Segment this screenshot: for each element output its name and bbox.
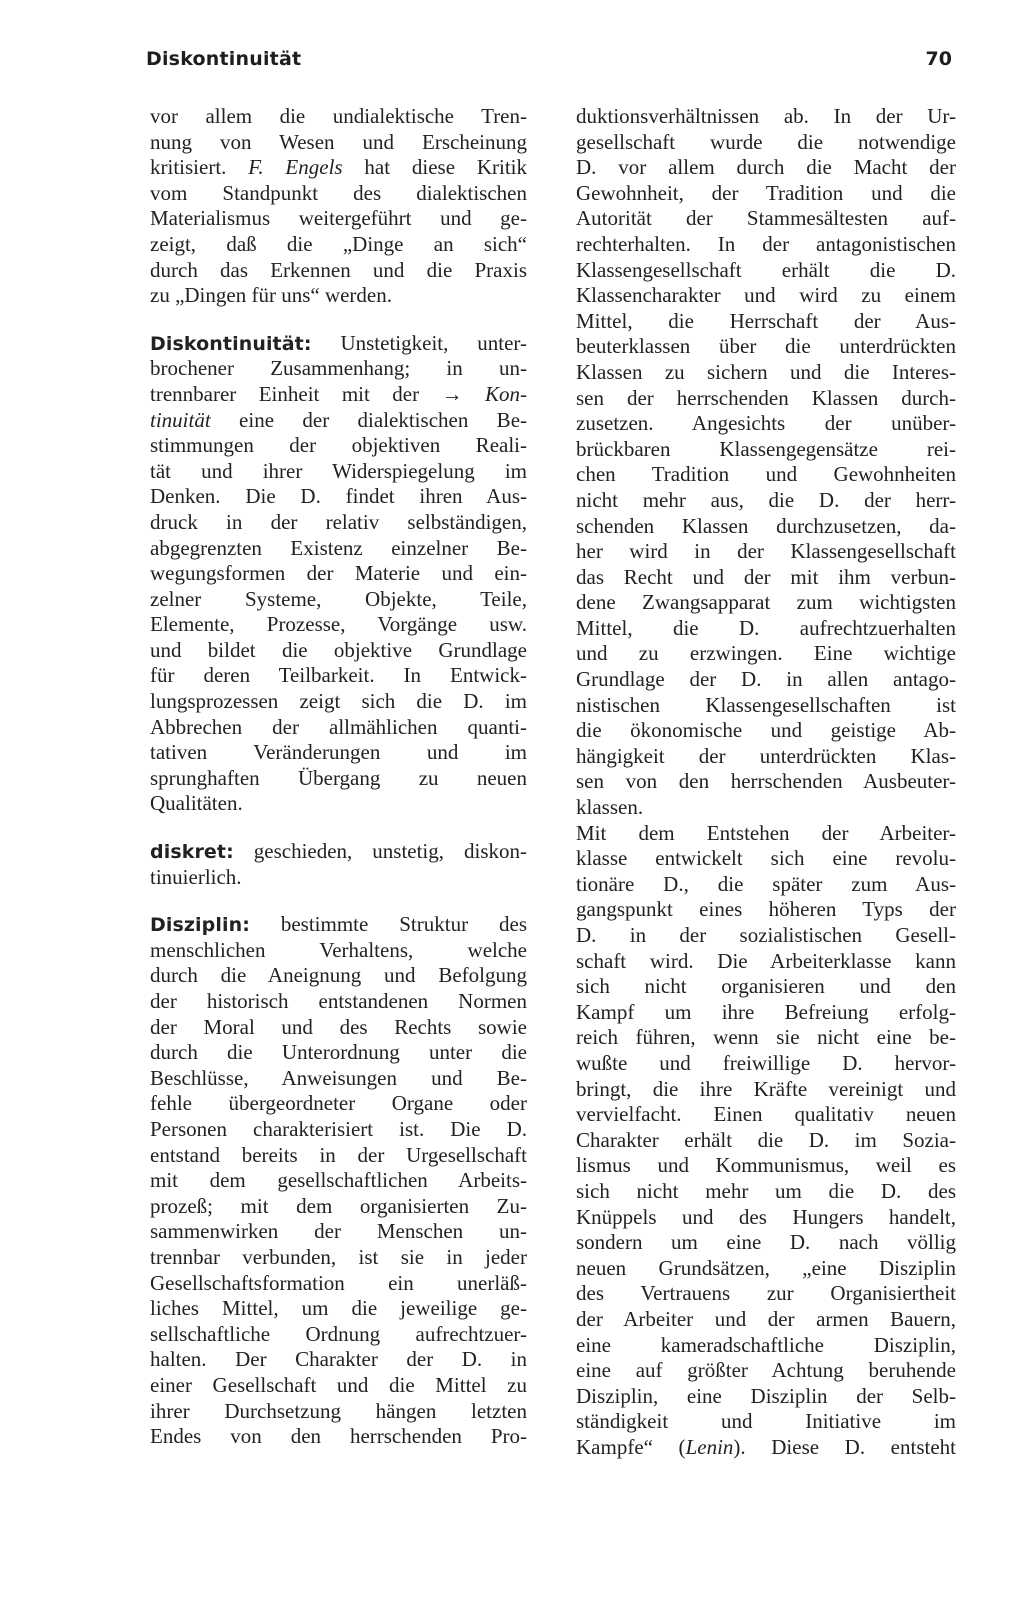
entry-headword: Disziplin: <box>150 914 250 937</box>
text-line: her wird in der Klassengesellschaft <box>576 539 956 564</box>
text-fragment: Kampfe“ ( <box>576 1434 686 1459</box>
text-line: sen von den herrschenden Ausbeuter- <box>576 769 956 794</box>
text-line: wegungsformen der Materie und ein- <box>150 561 527 586</box>
text-line: abgegrenzten Existenz einzelner Be- <box>150 535 527 560</box>
text-fragment: Unstetigkeit, unter- <box>311 330 527 355</box>
text-fragment: eine der dialektischen Be- <box>239 407 528 432</box>
text-line: entstand bereits in der Urgesellschaft <box>150 1142 527 1167</box>
text-line: bringt, die ihre Kräfte vereinigt und <box>576 1076 956 1101</box>
text-line: menschlichen Verhaltens, welche <box>150 937 527 962</box>
text-line: Klassen zu sichern und die Interes- <box>576 359 956 384</box>
text-line: vor allem die undialektische Tren- <box>150 104 527 128</box>
text-line: rechterhalten. In der antagonistischen <box>576 231 956 256</box>
text-line: liches Mittel, um die jeweilige ge- <box>150 1296 527 1321</box>
text-line: Denken. Die D. findet ihren Aus- <box>150 484 527 509</box>
text-line: fehle übergeordneter Organe oder <box>150 1091 527 1116</box>
cross-reference: Kon- <box>485 381 527 406</box>
text-line: zeigt, daß die „Dinge an sich“ <box>150 231 527 256</box>
text-line: D. vor allem durch die Macht der <box>576 155 956 180</box>
text-fragment: kritisiert. <box>150 155 249 180</box>
text-line <box>150 155 527 181</box>
page-number: 70 <box>925 48 952 70</box>
text-line: duktionsverhältnissen ab. In der Ur- <box>576 104 956 128</box>
text-line: druck in der relativ selbständigen, <box>150 509 527 534</box>
text-line: der Arbeiter und der armen Bauern, <box>576 1306 956 1331</box>
text-line <box>576 1435 956 1461</box>
text-line: neuen Grundsätzen, „eine Disziplin <box>576 1255 956 1280</box>
text-line: eine auf größter Achtung beruhende <box>576 1358 956 1383</box>
text-line: halten. Der Charakter der D. in <box>150 1347 527 1372</box>
text-line: Materialismus weitergeführt und ge- <box>150 206 527 231</box>
text-line: beuterklassen über die unterdrückten <box>576 334 956 359</box>
text-line <box>150 408 527 434</box>
text-line: und zu erzwingen. Eine wichtige <box>576 641 956 666</box>
text-line: trennbar verbunden, ist sie in jeder <box>150 1244 527 1269</box>
text-line: tionäre D., die später zum Aus- <box>576 871 956 896</box>
author-reference: F. Engels <box>248 155 343 180</box>
text-line: mit dem gesellschaftlichen Arbeits- <box>150 1168 527 1193</box>
text-line: Mittel, die Herrschaft der Aus- <box>576 308 956 333</box>
text-line: der historisch entstandenen Normen <box>150 989 527 1013</box>
running-head-title: Diskontinuität <box>146 48 302 70</box>
entry-headword: diskret: <box>150 841 234 864</box>
text-line: durch die Unterordnung unter die <box>150 1040 527 1065</box>
text-line: durch die Aneignung und Befolgung <box>150 963 527 988</box>
text-line: gangspunkt eines höheren Typs der <box>576 897 956 922</box>
text-line: nistischen Klassengesellschaften ist <box>576 692 956 717</box>
text-line: Autorität der Stammesältesten auf- <box>576 206 956 231</box>
text-line: des Vertrauens zur Organisiertheit <box>576 1281 956 1306</box>
text-line: vom Standpunkt des dialektischen <box>150 180 527 205</box>
text-line: nung von Wesen und Erscheinung <box>150 129 527 154</box>
text-line: ihrer Durchsetzung hängen letzten <box>150 1398 527 1423</box>
text-line: Knüppels und des Hungers handelt, <box>576 1204 956 1229</box>
text-line: Charakter erhält die D. im Sozia- <box>576 1127 956 1152</box>
text-line: schaft wird. Die Arbeiterklasse kann <box>576 948 956 973</box>
text-line: Gewohnheit, der Tradition und die <box>576 180 956 205</box>
text-fragment: geschieden, unstetig, diskon- <box>233 839 527 864</box>
text-line: D. in der sozialistischen Gesell- <box>576 923 956 947</box>
entry-first-line <box>150 331 527 357</box>
text-line: wußte und freiwillige D. hervor- <box>576 1050 956 1075</box>
text-line: Gesellschaftsformation ein unerläß- <box>150 1270 527 1295</box>
text-line <box>150 382 527 408</box>
text-line: Endes von den herrschenden Pro- <box>150 1424 527 1449</box>
text-line: brochener Zusammenhang; in un- <box>150 356 527 381</box>
text-line: schenden Klassen durchzusetzen, da- <box>576 513 956 538</box>
text-line: eine kameradschaftliche Disziplin, <box>576 1332 956 1357</box>
text-line: vervielfacht. Einen qualitativ neuen <box>576 1102 956 1127</box>
text-line: und bildet die objektive Grundlage <box>150 637 527 662</box>
cross-reference: tinuität <box>150 407 211 432</box>
text-line: Mittel, die D. aufrechtzuerhalten <box>576 615 956 640</box>
text-fragment: trennbarer Einheit mit der → <box>150 381 485 406</box>
text-line: das Recht und der mit ihm verbun- <box>576 564 956 589</box>
text-line: sondern um eine D. nach völlig <box>576 1230 956 1255</box>
text-line: Kampf um ihre Befreiung erfolg- <box>576 999 956 1024</box>
text-line: nicht mehr aus, die D. der herr- <box>576 487 956 512</box>
text-line: Beschlüsse, Anweisungen und Be- <box>150 1065 527 1090</box>
text-line: der Moral und des Rechts sowie <box>150 1014 527 1039</box>
text-line: hängigkeit der unterdrückten Klas- <box>576 743 956 768</box>
text-fragment: hat diese Kritik <box>342 155 528 180</box>
text-line: die ökonomische und geistige Ab- <box>576 718 956 743</box>
text-fragment: bestimmte Struktur des <box>249 912 527 937</box>
text-line: Mit dem Entstehen der Arbeiter- <box>576 820 956 845</box>
text-line: für deren Teilbarkeit. In Entwick- <box>150 663 527 688</box>
text-line: stimmungen der objektiven Reali- <box>150 433 527 458</box>
text-line: zusetzen. Angesichts der unüber- <box>576 411 956 436</box>
text-line: Klassengesellschaft erhält die D. <box>576 257 956 282</box>
text-line: sprunghaften Übergang zu neuen <box>150 765 527 790</box>
text-line: Elemente, Prozesse, Vorgänge usw. <box>150 612 527 637</box>
text-line: sen der herrschenden Klassen durch- <box>576 385 956 410</box>
text-line: Disziplin, eine Disziplin der Selb- <box>576 1383 956 1408</box>
text-line: Grundlage der D. in allen antago- <box>576 667 956 692</box>
text-line: einer Gesellschaft und die Mittel zu <box>150 1372 527 1397</box>
text-line: tät und ihrer Widerspiegelung im <box>150 458 527 483</box>
text-line: lismus und Kommunismus, weil es <box>576 1153 956 1178</box>
text-line: sellschaftliche Ordnung aufrechtzuer- <box>150 1321 527 1346</box>
text-line: chen Tradition und Gewohnheiten <box>576 462 956 487</box>
text-line: brückbaren Klassengegensätze rei- <box>576 436 956 461</box>
text-line: Klassencharakter und wird zu einem <box>576 283 956 308</box>
text-line: durch das Erkennen und die Praxis <box>150 257 527 282</box>
text-line: sich nicht organisieren und den <box>576 974 956 999</box>
text-line: zu „Dingen für uns“ werden. <box>150 283 392 308</box>
text-line: tinuierlich. <box>150 864 242 889</box>
text-line: ständigkeit und Initiative im <box>576 1409 956 1434</box>
running-head <box>146 48 952 78</box>
author-reference: Lenin <box>685 1434 734 1459</box>
entry-first-line <box>150 839 527 865</box>
text-line: tativen Veränderungen und im <box>150 740 527 765</box>
right-column <box>576 104 956 1460</box>
text-line: prozeß; mit dem organisierten Zu- <box>150 1193 527 1218</box>
text-line: zelner Systeme, Objekte, Teile, <box>150 586 527 611</box>
entry-headword: Diskontinuität: <box>150 332 312 355</box>
text-line: klasse entwickelt sich eine revolu- <box>576 846 956 871</box>
text-fragment: ). Diese D. entsteht <box>733 1434 957 1459</box>
entry-first-line <box>150 912 527 938</box>
text-line: Abbrechen der allmählichen quanti- <box>150 714 527 739</box>
text-line: sich nicht mehr um die D. des <box>576 1178 956 1203</box>
text-line: reich führen, wenn sie nicht eine be- <box>576 1025 956 1050</box>
text-line: gesellschaft wurde die notwendige <box>576 129 956 154</box>
left-column <box>150 104 527 1450</box>
text-line: lungsprozessen zeigt sich die D. im <box>150 689 527 714</box>
text-line: sammenwirken der Menschen un- <box>150 1219 527 1244</box>
text-line: klassen. <box>576 795 644 820</box>
text-line: dene Zwangsapparat zum wichtigsten <box>576 590 956 615</box>
text-line: Personen charakterisiert ist. Die D. <box>150 1116 527 1141</box>
text-line: Qualitäten. <box>150 791 243 816</box>
